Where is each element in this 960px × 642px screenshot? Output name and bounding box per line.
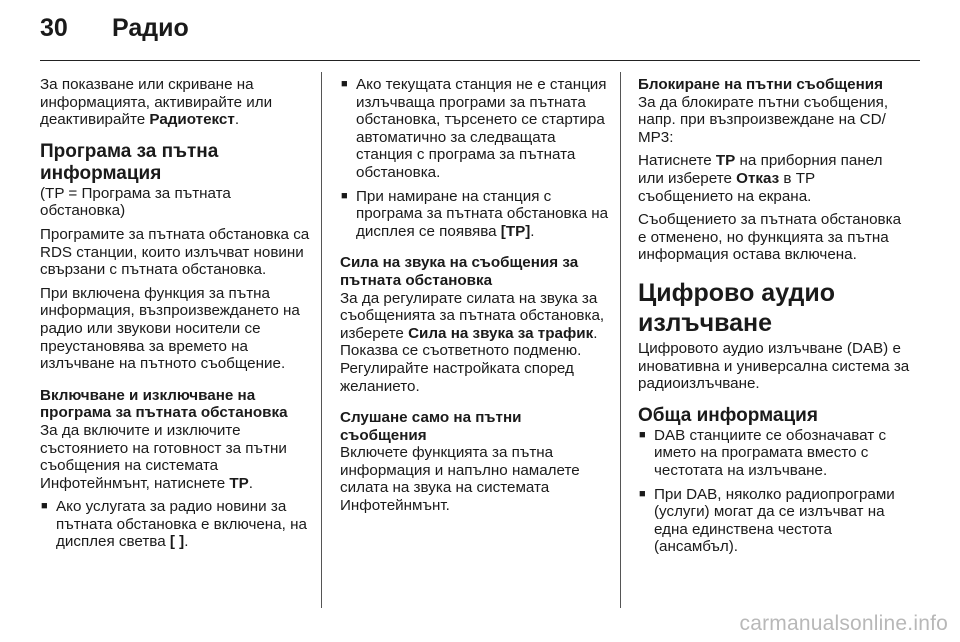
column-3 <box>638 76 910 562</box>
subheading-block-traffic: Блокиране на пътни съобщения <box>638 76 884 93</box>
column-divider-1 <box>321 72 322 608</box>
subheading-traffic-only: Слушане само на пътни съобщения <box>340 409 522 444</box>
paragraph-adjust-setting: Регулирайте настройката според желанието. <box>340 359 574 395</box>
display-indicator-term: [ ] <box>169 533 185 551</box>
bullet-dab-ensemble: ■ При DAB, няколко радиопрограми (услуги) могат да се излъчват на една единствена честота (ансамбъл). <box>638 486 910 556</box>
cancel-term: Отказ <box>736 169 780 187</box>
page-number: 30 <box>40 14 68 42</box>
paragraph-tp-toggle: За да включите и изключите състоянието на готовност за пътни съобщения на системата Инфотейнмънт, натиснете TP. <box>40 421 287 492</box>
bullet-dab-names: ■ DAB станциите се обозначават с името на програмата вместо с честотата на излъчване. <box>638 427 910 480</box>
subheading-tp-on-off: Включване и изключване на програма за пътната обстановка <box>40 386 288 422</box>
paragraph-press-tp: Натиснете TP на приборния панел или изберете Отказ в TP съобщението на екрана. <box>638 152 883 205</box>
paragraph-dab-intro: Цифровото аудио излъчване (DAB) е иновативна и универсална система за радиоизлъчване. <box>638 339 910 393</box>
paragraph-tp-stations: Програмите за пътната обстановка са RDS станции, които излъчват новини свързани с пътната обстановка. <box>40 225 310 279</box>
bullet-tp-found: ■ При намиране на станция с програма за пътната обстановка на дисплея се появява [TP]. <box>340 188 612 241</box>
bullet-tp-active: ■ Ако услугата за радио новини за пътната обстановка е включена, на дисплея светва [ ]. <box>40 498 312 551</box>
heading-general-info: Обща информация <box>638 404 818 426</box>
column-2 <box>340 76 612 521</box>
paragraph-traffic-only: Включете функцията за пътна информация и напълно намалете силата на звука на системата Инфотейнмънт. <box>340 444 580 515</box>
radiotext-term: Радиотекст <box>149 111 235 129</box>
heading-dab: Цифрово аудио излъчване <box>638 278 835 337</box>
paragraph-traffic-volume: За да регулирате силата на звука за съобщенията за пътната обстановка, изберете Сила на звука за трафик. Показва се съответното подменю. <box>340 289 605 360</box>
tp-button-term: TP <box>229 474 249 492</box>
paragraph-message-cancelled: Съобщението за пътната обстановка е отменено, но функцията за пътна информация остава включена. <box>638 211 902 264</box>
column-1 <box>40 76 312 557</box>
paragraph-tp-definition: (TP = Програма за пътната обстановка) <box>40 184 231 220</box>
header-rule <box>40 60 920 61</box>
column-divider-2 <box>620 72 621 608</box>
bullet-auto-search: ■ Ако текущата станция не е станция излъчваща програми за пътната обстановка, търсенето се стартира автоматично за следващата станция с програма за пътната обстановка. <box>340 76 612 182</box>
paragraph-radiotext: За показване или скриване на информацията, активирайте или деактивирайте Радиотекст. <box>40 76 273 129</box>
subheading-traffic-volume: Сила на звука на съобщения за пътната обстановка <box>340 254 579 289</box>
paragraph-tp-interrupt: При включена функция за пътна информация, възпроизвеждането на радио или звукови носители се преустановява за времето на излъчване на пътното съобщение. <box>40 284 300 373</box>
page-title: Радио <box>112 14 189 42</box>
paragraph-block-traffic: За да блокирате пътни съобщения, напр. при възпроизвеждане на CD/ MP3: <box>638 93 889 146</box>
page-header <box>40 14 189 50</box>
tp-indicator-term: [TP] <box>500 222 531 240</box>
tp-button-term-2: TP <box>715 152 736 170</box>
traffic-volume-term: Сила на звука за трафик <box>408 324 594 342</box>
watermark: carmanualsonline.info <box>739 612 948 635</box>
heading-traffic-program: Програма за пътна информация <box>40 140 219 184</box>
